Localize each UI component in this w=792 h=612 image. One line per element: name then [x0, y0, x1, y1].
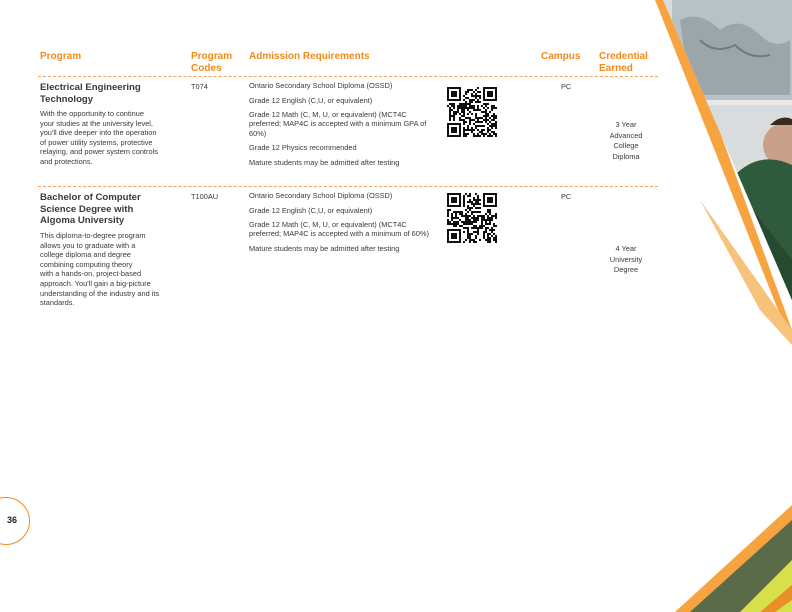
desc-line: college diploma and degree	[40, 250, 131, 260]
header-campus: Campus	[541, 51, 581, 62]
requirement-item: Ontario Secondary School Diploma (OSSD)	[249, 81, 393, 90]
credential-line: 4 Year	[615, 244, 637, 253]
program-description	[40, 231, 159, 308]
row-divider	[38, 76, 658, 77]
program-title-line: Bachelor of Computer	[40, 192, 141, 203]
program-title	[40, 192, 141, 227]
program-title-line: Electrical Engineering	[40, 82, 141, 93]
desc-line: allows you to graduate with a	[40, 240, 136, 250]
header-credential-line2: Earned	[599, 63, 633, 74]
admission-requirements-list	[249, 191, 439, 253]
credential-line: Degree	[613, 265, 639, 275]
program-title	[40, 82, 141, 105]
desc-line: standards.	[40, 298, 75, 308]
credential-line: 3 Year	[615, 120, 637, 129]
requirement-item: Grade 12 English (C,U, or equivalent)	[249, 95, 373, 105]
header-program-codes-line1: Program	[191, 51, 233, 62]
credential-value	[601, 120, 651, 162]
program-title-line: Technology	[40, 93, 94, 105]
credential-line: Diploma	[612, 151, 640, 161]
header-credential-earned	[599, 51, 648, 75]
qr-code-icon[interactable]	[447, 193, 497, 243]
desc-line: and protections.	[40, 156, 93, 166]
credential-line: College	[613, 141, 639, 151]
page-number: 36	[7, 515, 18, 525]
desc-line: approach. You'll gain a big-picture	[40, 278, 151, 288]
requirement-item: Mature students may be admitted after testing	[249, 243, 400, 253]
desc-line: This diploma-to-degree program	[40, 231, 146, 240]
desc-line: relaying, and power system controls	[40, 147, 158, 157]
program-title-line: Science Degree with	[40, 203, 134, 215]
program-title-line: Algoma University	[40, 215, 125, 226]
credential-line: University	[609, 254, 643, 264]
desc-line: combining computing theory	[40, 259, 133, 269]
credential-value	[601, 244, 651, 276]
header-program: Program	[40, 51, 82, 62]
program-description	[40, 109, 158, 167]
program-code: T074	[191, 82, 208, 91]
requirement-item: Mature students may be admitted after testing	[249, 157, 400, 167]
admission-requirements-list	[249, 81, 439, 167]
requirement-item: Grade 12 English (C,U, or equivalent)	[249, 205, 373, 215]
row-divider	[38, 186, 658, 187]
desc-line: With the opportunity to continue	[40, 109, 144, 118]
header-admission-requirements: Admission Requirements	[249, 51, 370, 62]
campus-value: PC	[561, 192, 572, 201]
campus-value: PC	[561, 82, 572, 91]
qr-code-icon[interactable]	[447, 87, 497, 137]
requirement-item: Grade 12 Math (C, M, U, or equivalent) (MCT4C preferred; MAP4C is accepted with a minimum GPA of 60%)	[249, 110, 427, 138]
desc-line: understanding of the industry and its	[40, 288, 160, 298]
requirement-item: Grade 12 Math (C, M, U, or equivalent) (MCT4C preferred; MAP4C is accepted with a minimum of 60%)	[249, 220, 429, 239]
desc-line: your studies at the university level,	[40, 118, 153, 128]
header-credential-line1: Credential	[599, 51, 648, 62]
desc-line: with a hands-on, project-based	[40, 269, 142, 279]
credential-line: Advanced	[609, 130, 643, 140]
requirement-item: Ontario Secondary School Diploma (OSSD)	[249, 191, 393, 200]
requirement-item: Grade 12 Physics recommended	[249, 143, 357, 153]
desc-line: you'll dive deeper into the operation	[40, 128, 157, 138]
program-code: T100AU	[191, 192, 219, 201]
header-program-codes-line2: Codes	[191, 63, 222, 74]
desc-line: of power utility systems, protective	[40, 137, 153, 147]
header-program-codes	[191, 51, 232, 75]
